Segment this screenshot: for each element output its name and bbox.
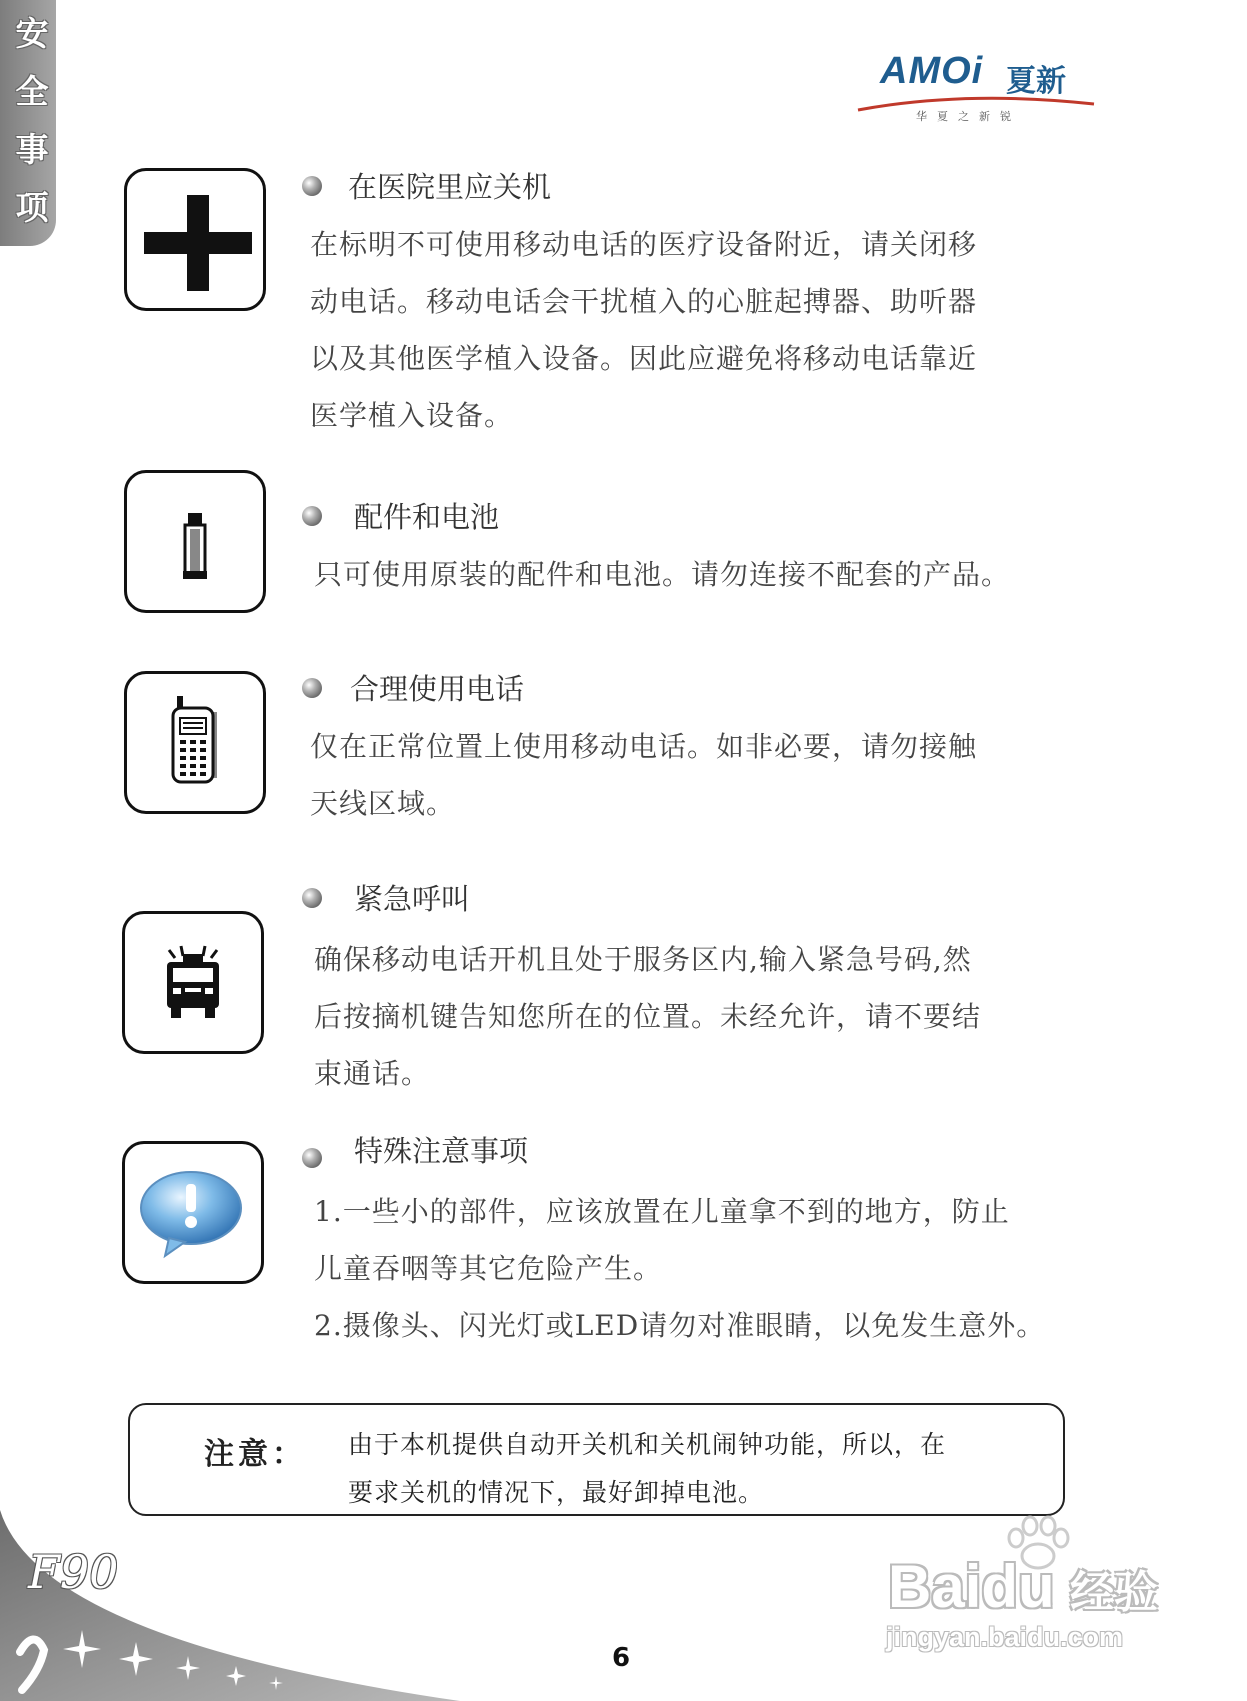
emergency-vehicle-icon [125, 914, 261, 1051]
logo-brand: AMOi [880, 50, 984, 92]
paragraph-line: 在标明不可使用移动电话的医疗设备附近，请关闭移 [310, 228, 978, 261]
section-icon-box [124, 671, 266, 814]
paragraph-line: 天线区域。 [310, 787, 456, 820]
side-tab-char: 安 [15, 14, 49, 53]
side-tab [0, 0, 56, 246]
watermark [880, 1512, 1180, 1662]
paragraph-line: 以及其他医学植入设备。因此应避免将移动电话靠近 [310, 342, 978, 375]
section-icon-box [124, 470, 266, 613]
paragraph-line: 医学植入设备。 [310, 399, 514, 432]
bullet-icon [302, 506, 322, 526]
bullet-icon [302, 1148, 322, 1168]
section-title: 配件和电池 [354, 500, 500, 534]
paragraph-line: 仅在正常位置上使用移动电话。如非必要，请勿接触 [310, 730, 978, 763]
logo-slogan: 华夏之新锐 [916, 110, 1021, 123]
note-label: 注意： [204, 1437, 306, 1472]
brand-logo [856, 50, 1096, 130]
section-title: 特殊注意事项 [354, 1134, 529, 1168]
bullet-icon [302, 176, 322, 196]
medical-cross-icon [127, 171, 263, 308]
model-name: F90 [28, 1545, 119, 1599]
paragraph-line: 确保移动电话开机且处于服务区内,输入紧急号码,然 [314, 943, 972, 976]
note-box [128, 1403, 1065, 1516]
section-icon-box [124, 168, 266, 311]
side-tab-char: 事 [15, 130, 49, 169]
note-line: 要求关机的情况下，最好卸掉电池。 [348, 1478, 765, 1507]
mobile-phone-icon [127, 674, 263, 811]
logo-brand-cn: 夏新 [1006, 64, 1066, 99]
corner-decoration [0, 1510, 460, 1701]
section-icon-box [122, 1141, 264, 1284]
paragraph-line: 束通话。 [314, 1057, 431, 1090]
side-tab-char: 项 [15, 188, 49, 227]
section-title: 合理使用电话 [350, 672, 525, 706]
paragraph-line: 后按摘机键告知您所在的位置。未经允许，请不要结 [314, 1000, 982, 1033]
paragraph-line: 儿童吞咽等其它危险产生。 [314, 1252, 663, 1285]
watermark-brand: Baidu [888, 1553, 1055, 1620]
paragraph-line: 只可使用原装的配件和电池。请勿连接不配套的产品。 [314, 558, 1011, 591]
paragraph-line: 动电话。移动电话会干扰植入的心脏起搏器、助听器 [310, 285, 978, 318]
section-icon-box [122, 911, 264, 1054]
exclamation-bubble-icon [125, 1144, 261, 1281]
watermark-brand-cn: 经验 [1070, 1567, 1158, 1618]
paragraph-line: 1.一些小的部件，应该放置在儿童拿不到的地方，防止 [314, 1195, 1010, 1228]
note-line: 由于本机提供自动开关机和关机闹钟功能，所以，在 [348, 1430, 947, 1459]
watermark-url: jingyan.baidu.com [886, 1622, 1124, 1652]
section-title: 在医院里应关机 [348, 170, 552, 204]
battery-accessory-icon [127, 473, 263, 610]
page-number: 6 [612, 1643, 631, 1673]
paragraph-line: 2.摄像头、闪光灯或LED请勿对准眼睛，以免发生意外。 [314, 1309, 1046, 1342]
section-title: 紧急呼叫 [354, 882, 471, 916]
bullet-icon [302, 678, 322, 698]
side-tab-char: 全 [15, 72, 49, 111]
bullet-icon [302, 888, 322, 908]
